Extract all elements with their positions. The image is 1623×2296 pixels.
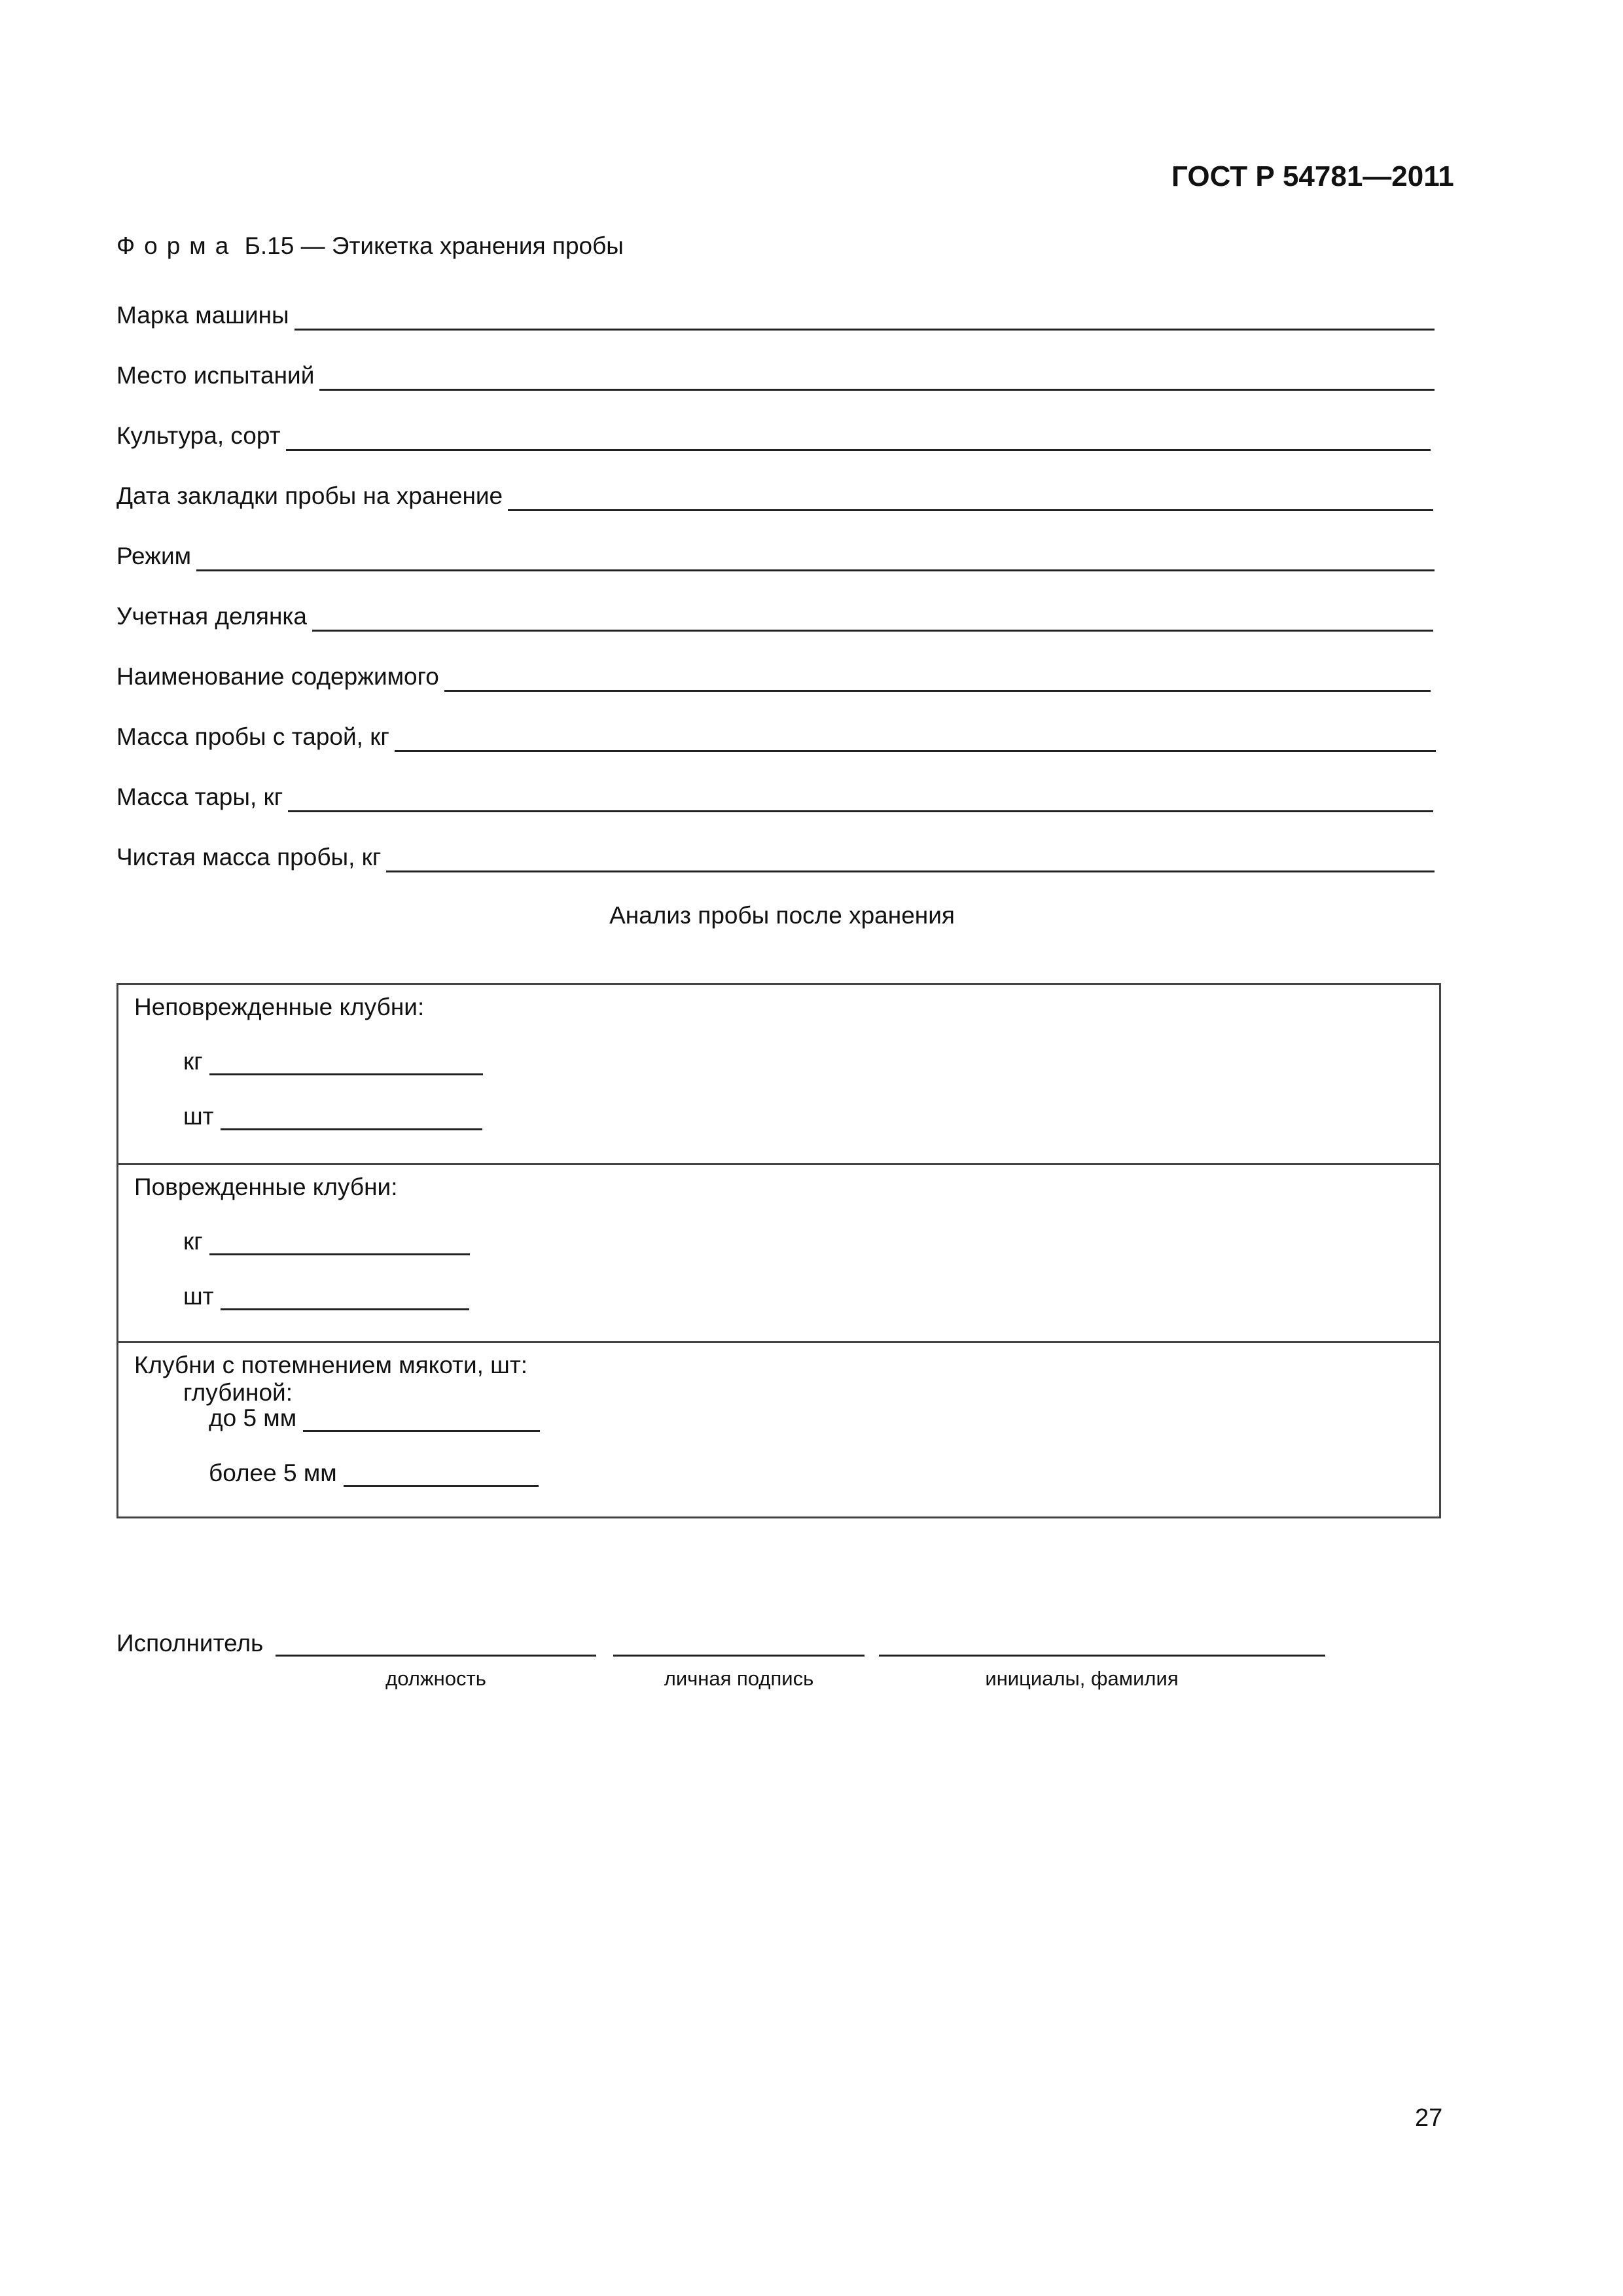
- standard-number: ГОСТ Р 54781—2011: [1171, 160, 1454, 192]
- form-caption: [116, 232, 624, 260]
- field-test-location[interactable]: [116, 351, 1435, 391]
- field-line[interactable]: [444, 664, 1431, 692]
- field-contents-name[interactable]: [116, 653, 1431, 692]
- field-plot[interactable]: [116, 592, 1433, 632]
- field-label: Масса пробы с тарой, кг: [116, 723, 389, 750]
- field-label: Марка машины: [116, 302, 289, 329]
- field-label: Учетная делянка: [116, 603, 307, 630]
- form-title: Б.15 — Этикетка хранения пробы: [244, 232, 624, 259]
- position-line[interactable]: [276, 1655, 596, 1657]
- depth-over5-label: более 5 мм: [209, 1460, 337, 1486]
- analysis-title: Анализ пробы после хранения: [609, 902, 955, 929]
- field-line[interactable]: [288, 784, 1433, 812]
- name-line[interactable]: [879, 1655, 1325, 1657]
- depth-upto5-label: до 5 мм: [209, 1405, 297, 1431]
- field-storage-date[interactable]: [116, 472, 1433, 511]
- field-line[interactable]: [312, 603, 1433, 632]
- signature-caption: личная подпись: [664, 1667, 814, 1690]
- field-line[interactable]: [319, 363, 1435, 391]
- field-line[interactable]: [209, 1050, 483, 1075]
- unit-label: кг: [183, 1228, 203, 1255]
- field-mode[interactable]: [116, 532, 1435, 571]
- unit-label: шт: [183, 1103, 214, 1130]
- field-line[interactable]: [395, 724, 1436, 752]
- form-word: Форма: [116, 232, 238, 259]
- field-net-mass[interactable]: [116, 833, 1435, 872]
- field-line[interactable]: [303, 1407, 540, 1432]
- damaged-kg-field[interactable]: [183, 1228, 470, 1255]
- undamaged-kg-field[interactable]: [183, 1048, 483, 1075]
- damaged-cell: [118, 1163, 1439, 1341]
- field-line[interactable]: [196, 543, 1435, 571]
- field-line[interactable]: [221, 1285, 469, 1310]
- performer-label: Исполнитель: [116, 1630, 264, 1657]
- page-number: 27: [1415, 2104, 1443, 2132]
- damaged-title: Поврежденные клубни:: [134, 1174, 398, 1200]
- depth-label: глубиной:: [183, 1379, 293, 1406]
- analysis-table: [116, 983, 1441, 1518]
- field-line[interactable]: [344, 1462, 539, 1487]
- field-crop-variety[interactable]: [116, 412, 1431, 451]
- field-gross-mass[interactable]: [116, 713, 1436, 752]
- field-line[interactable]: [294, 302, 1435, 331]
- field-label: Режим: [116, 543, 192, 569]
- field-label: Дата закладки пробы на хранение: [116, 482, 503, 509]
- field-line[interactable]: [508, 483, 1433, 511]
- over5-field[interactable]: [209, 1460, 539, 1487]
- signature-line[interactable]: [613, 1655, 865, 1657]
- field-line[interactable]: [386, 844, 1435, 872]
- name-caption: инициалы, фамилия: [985, 1667, 1179, 1690]
- unit-label: шт: [183, 1283, 214, 1310]
- field-tare-mass[interactable]: [116, 773, 1433, 812]
- damaged-pcs-field[interactable]: [183, 1283, 469, 1310]
- upto5-field[interactable]: [209, 1405, 540, 1432]
- field-label: Чистая масса пробы, кг: [116, 844, 382, 870]
- field-label: Масса тары, кг: [116, 783, 283, 810]
- darkened-title: Клубни с потемнением мякоти, шт:: [134, 1352, 528, 1378]
- undamaged-cell: [118, 985, 1439, 1163]
- field-label: Место испытаний: [116, 362, 315, 389]
- darkened-cell: [118, 1341, 1439, 1516]
- position-caption: должность: [385, 1667, 486, 1690]
- field-line[interactable]: [286, 423, 1431, 451]
- undamaged-pcs-field[interactable]: [183, 1103, 482, 1130]
- field-line[interactable]: [209, 1230, 470, 1255]
- undamaged-title: Неповрежденные клубни:: [134, 994, 425, 1020]
- field-line[interactable]: [221, 1105, 482, 1130]
- unit-label: кг: [183, 1048, 203, 1075]
- field-label: Наименование содержимого: [116, 663, 439, 690]
- field-label: Культура, сорт: [116, 422, 281, 449]
- field-machine-brand[interactable]: [116, 291, 1435, 331]
